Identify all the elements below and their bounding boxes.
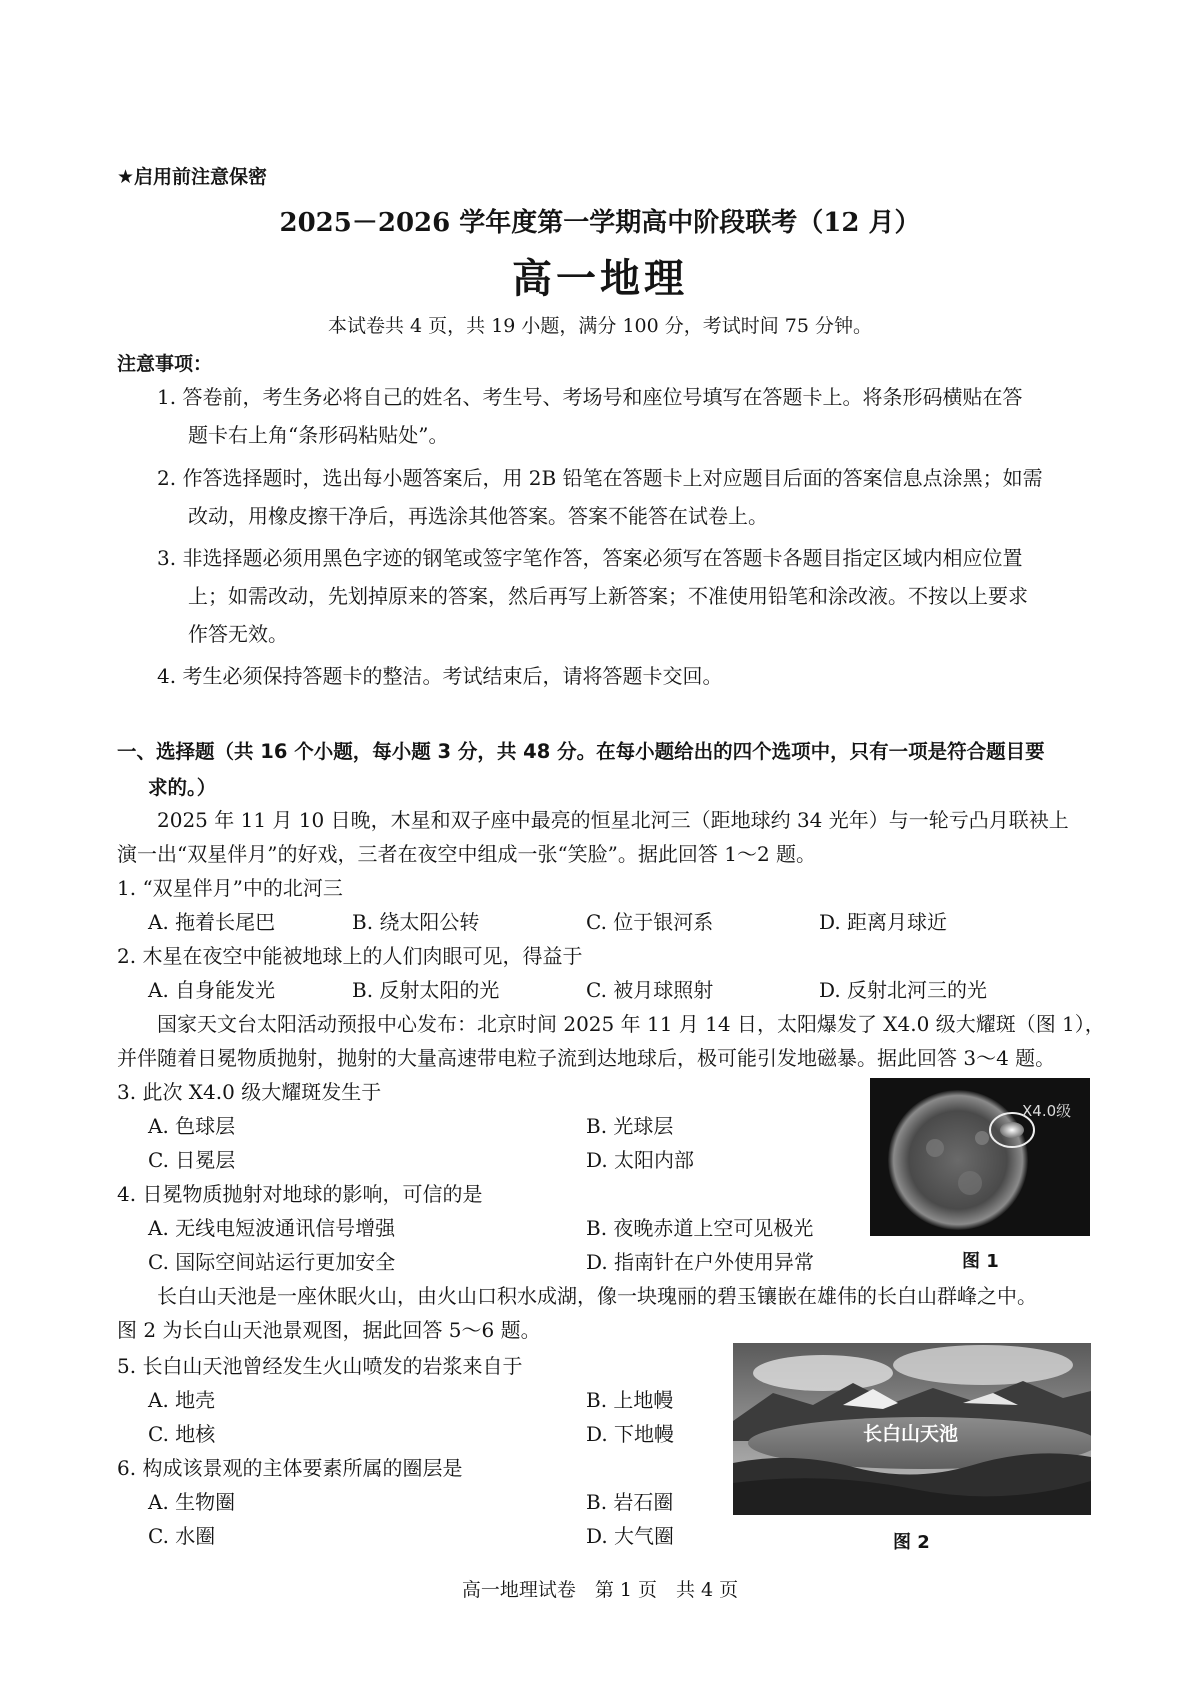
- question-4-stem: 4. 日冕物质抛射对地球的影响，可信的是: [117, 1182, 483, 1206]
- q2-option-a: A. 自身能发光: [148, 978, 276, 1002]
- q6-option-d: D. 大气圈: [586, 1524, 675, 1548]
- q6-option-b: B. 岩石圈: [586, 1490, 674, 1514]
- question-3-stem: 3. 此次 X4.0 级大耀斑发生于: [117, 1080, 382, 1104]
- q3-option-b: B. 光球层: [586, 1114, 674, 1138]
- question-1-stem: 1. “双星伴月”中的北河三: [117, 876, 343, 900]
- q2-option-d: D. 反射北河三的光: [819, 978, 988, 1002]
- q1-option-a: A. 拖着长尾巴: [148, 910, 276, 934]
- figure-2-label: 长白山天池: [863, 1423, 959, 1445]
- exam-info: 本试卷共 4 页，共 19 小题，满分 100 分，考试时间 75 分钟。: [327, 315, 873, 337]
- notice-line: 2. 作答选择题时，选出每小题答案后，用 2B 铅笔在答题卡上对应题目后面的答案信息点涂黑；如需: [157, 466, 1043, 490]
- passage-text: 长白山天池是一座休眠火山，由火山口积水成湖，像一块瑰丽的碧玉镶嵌在雄伟的长白山群峰之中。: [157, 1284, 1037, 1308]
- notice-heading: 注意事项：: [117, 353, 213, 375]
- confidential-mark: ★启用前注意保密: [117, 166, 268, 188]
- q5-option-d: D. 下地幔: [586, 1422, 675, 1446]
- notice-line: 3. 非选择题必须用黑色字迹的钢笔或签字笔作答，答案必须写在答题卡各题目指定区域内相应位置: [157, 546, 1023, 570]
- exam-title: 2025－2026 学年度第一学期高中阶段联考（12 月）: [279, 208, 921, 238]
- notice-line: 改动，用橡皮擦干净后，再选涂其他答案。答案不能答在试卷上。: [188, 504, 768, 528]
- question-2-stem: 2. 木星在夜空中能被地球上的人们肉眼可见，得益于: [117, 944, 583, 968]
- passage-text: 并伴随着日冕物质抛射，抛射的大量高速带电粒子流到达地球后，极可能引发地磁暴。据此回答 3～4 题。: [117, 1046, 1056, 1070]
- q3-option-c: C. 日冕层: [148, 1148, 236, 1172]
- q2-option-b: B. 反射太阳的光: [352, 978, 500, 1002]
- q4-option-b: B. 夜晚赤道上空可见极光: [586, 1216, 814, 1240]
- q6-option-a: A. 生物圈: [148, 1490, 236, 1514]
- figure-2-caption: 图 2: [893, 1532, 930, 1553]
- q1-option-d: D. 距离月球近: [819, 910, 948, 934]
- question-5-stem: 5. 长白山天池曾经发生火山喷发的岩浆来自于: [117, 1354, 523, 1378]
- figure-1-sun-image: [870, 1078, 1090, 1236]
- q1-option-b: B. 绕太阳公转: [352, 910, 480, 934]
- q4-option-c: C. 国际空间站运行更加安全: [148, 1250, 396, 1274]
- q6-option-c: C. 水圈: [148, 1524, 216, 1548]
- page-footer: 高一地理试卷 第 1 页 共 4 页: [461, 1579, 739, 1601]
- notice-line: 题卡右上角“条形码粘贴处”。: [188, 423, 449, 447]
- question-6-stem: 6. 构成该景观的主体要素所属的圈层是: [117, 1456, 463, 1480]
- q2-option-c: C. 被月球照射: [586, 978, 714, 1002]
- notice-line: 1. 答卷前，考生务必将自己的姓名、考生号、考场号和座位号填写在答题卡上。将条形码横贴在答: [157, 385, 1023, 409]
- subject-title: 高一地理: [512, 256, 688, 302]
- notice-line: 4. 考生必须保持答题卡的整洁。考试结束后，请将答题卡交回。: [157, 664, 723, 688]
- q5-option-c: C. 地核: [148, 1422, 216, 1446]
- notice-line: 上；如需改动，先划掉原来的答案，然后再写上新答案；不准使用铅笔和涂改液。不按以上要求: [188, 584, 1028, 608]
- q3-option-a: A. 色球层: [148, 1114, 236, 1138]
- q1-option-c: C. 位于银河系: [586, 910, 714, 934]
- passage-text: 2025 年 11 月 10 日晚，木星和双子座中最亮的恒星北河三（距地球约 34 光年）与一轮亏凸月联袂上: [157, 808, 1069, 832]
- figure-1-caption: 图 1: [962, 1251, 999, 1272]
- q4-option-a: A. 无线电短波通讯信号增强: [148, 1216, 396, 1240]
- figure-2-tianchi-image: [733, 1343, 1091, 1515]
- q3-option-d: D. 太阳内部: [586, 1148, 695, 1172]
- figure-1-label: X4.0级: [1022, 1102, 1072, 1120]
- section-heading-cont: 求的。）: [148, 776, 217, 799]
- section-heading: 一、选择题（共 16 个小题，每小题 3 分，共 48 分。在每小题给出的四个选项中，只有一项是符合题目要: [117, 740, 1045, 763]
- q5-option-b: B. 上地幔: [586, 1388, 674, 1412]
- q4-option-d: D. 指南针在户外使用异常: [586, 1250, 815, 1274]
- passage-text: 图 2 为长白山天池景观图，据此回答 5～6 题。: [117, 1318, 541, 1342]
- passage-text: 演一出“双星伴月”的好戏，三者在夜空中组成一张“笑脸”。据此回答 1～2 题。: [117, 842, 817, 866]
- notice-line: 作答无效。: [188, 622, 288, 646]
- passage-text: 国家天文台太阳活动预报中心发布：北京时间 2025 年 11 月 14 日，太阳爆发了 X4.0 级大耀斑（图 1），: [157, 1012, 1105, 1036]
- q5-option-a: A. 地壳: [148, 1388, 216, 1412]
